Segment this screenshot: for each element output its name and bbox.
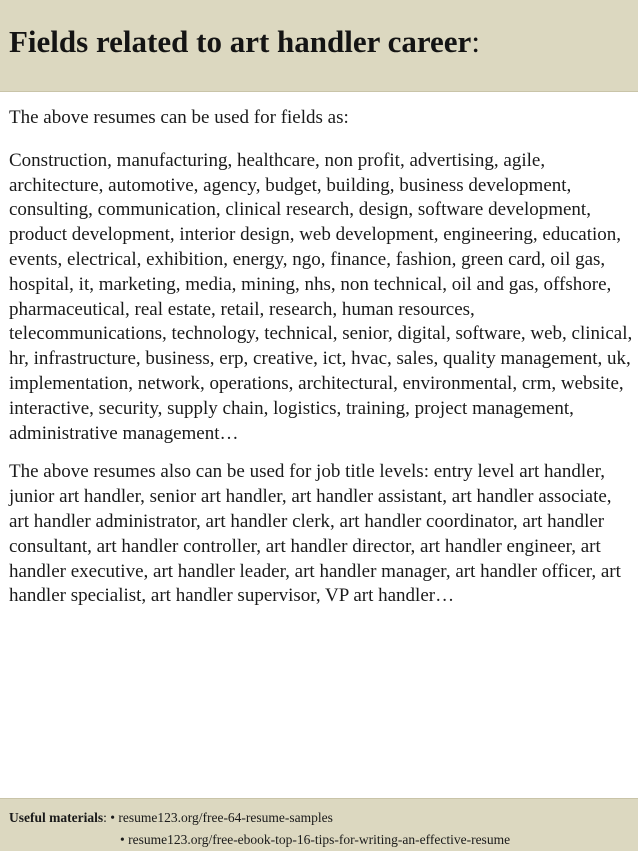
intro-text: The above resumes can be used for fields as: bbox=[9, 107, 349, 128]
page-title-text: Fields related to art handler career bbox=[9, 24, 472, 59]
fields-paragraph: Construction, manufacturing, healthcare, non profit, advertising, agile, architecture, automotive, agency, budget, building, business development, consulting, communication, clinical research, design, software development, product development, interior design, web development, engineering, education, events, electrical, exhibition, energy, ngo, finance, fashion, green card, oil gas, hospital, it, marketing, media, mining, nhs, non technical, oil and gas, offshore, pharmaceutical, real estate, retail, research, human resources, telecommunications, technology, technical, senior, digital, software, web, clinical, hr, infrastructure, business, erp, creative, ict, hvac, sales, quality management, uk, implementation, network, operations, architectural, environmental, crm, website, interactive, security, supply chain, logistics, training, project management, administrative management… bbox=[9, 149, 633, 444]
useful-materials-label: Useful materials bbox=[9, 810, 104, 825]
ebook-tips-link[interactable]: • resume123.org/free-ebook-top-16-tips-for-writing-an-effective-resume bbox=[120, 832, 511, 847]
resume-samples-link[interactable]: • resume123.org/free-64-resume-samples bbox=[110, 810, 333, 825]
footer-bar bbox=[0, 798, 638, 851]
job-levels-paragraph: The above resumes also can be used for job title levels: entry level art handler, junior art handler, senior art handler, art handler assistant, art handler associate, art handler administrator, art handler clerk, art handler coordinator, art handler consultant, art handler controller, art handler director, art handler engineer, art handler executive, art handler leader, art handler manager, art handler officer, art handler specialist, art handler supervisor, VP art handler… bbox=[9, 461, 621, 607]
page-title-colon: : bbox=[471, 24, 480, 59]
page-title bbox=[9, 22, 638, 62]
title-bar bbox=[0, 0, 638, 92]
footer-row-1 bbox=[9, 807, 638, 829]
footer-row-2 bbox=[9, 829, 638, 851]
useful-materials-colon: : bbox=[103, 810, 107, 825]
main-content bbox=[9, 106, 634, 609]
